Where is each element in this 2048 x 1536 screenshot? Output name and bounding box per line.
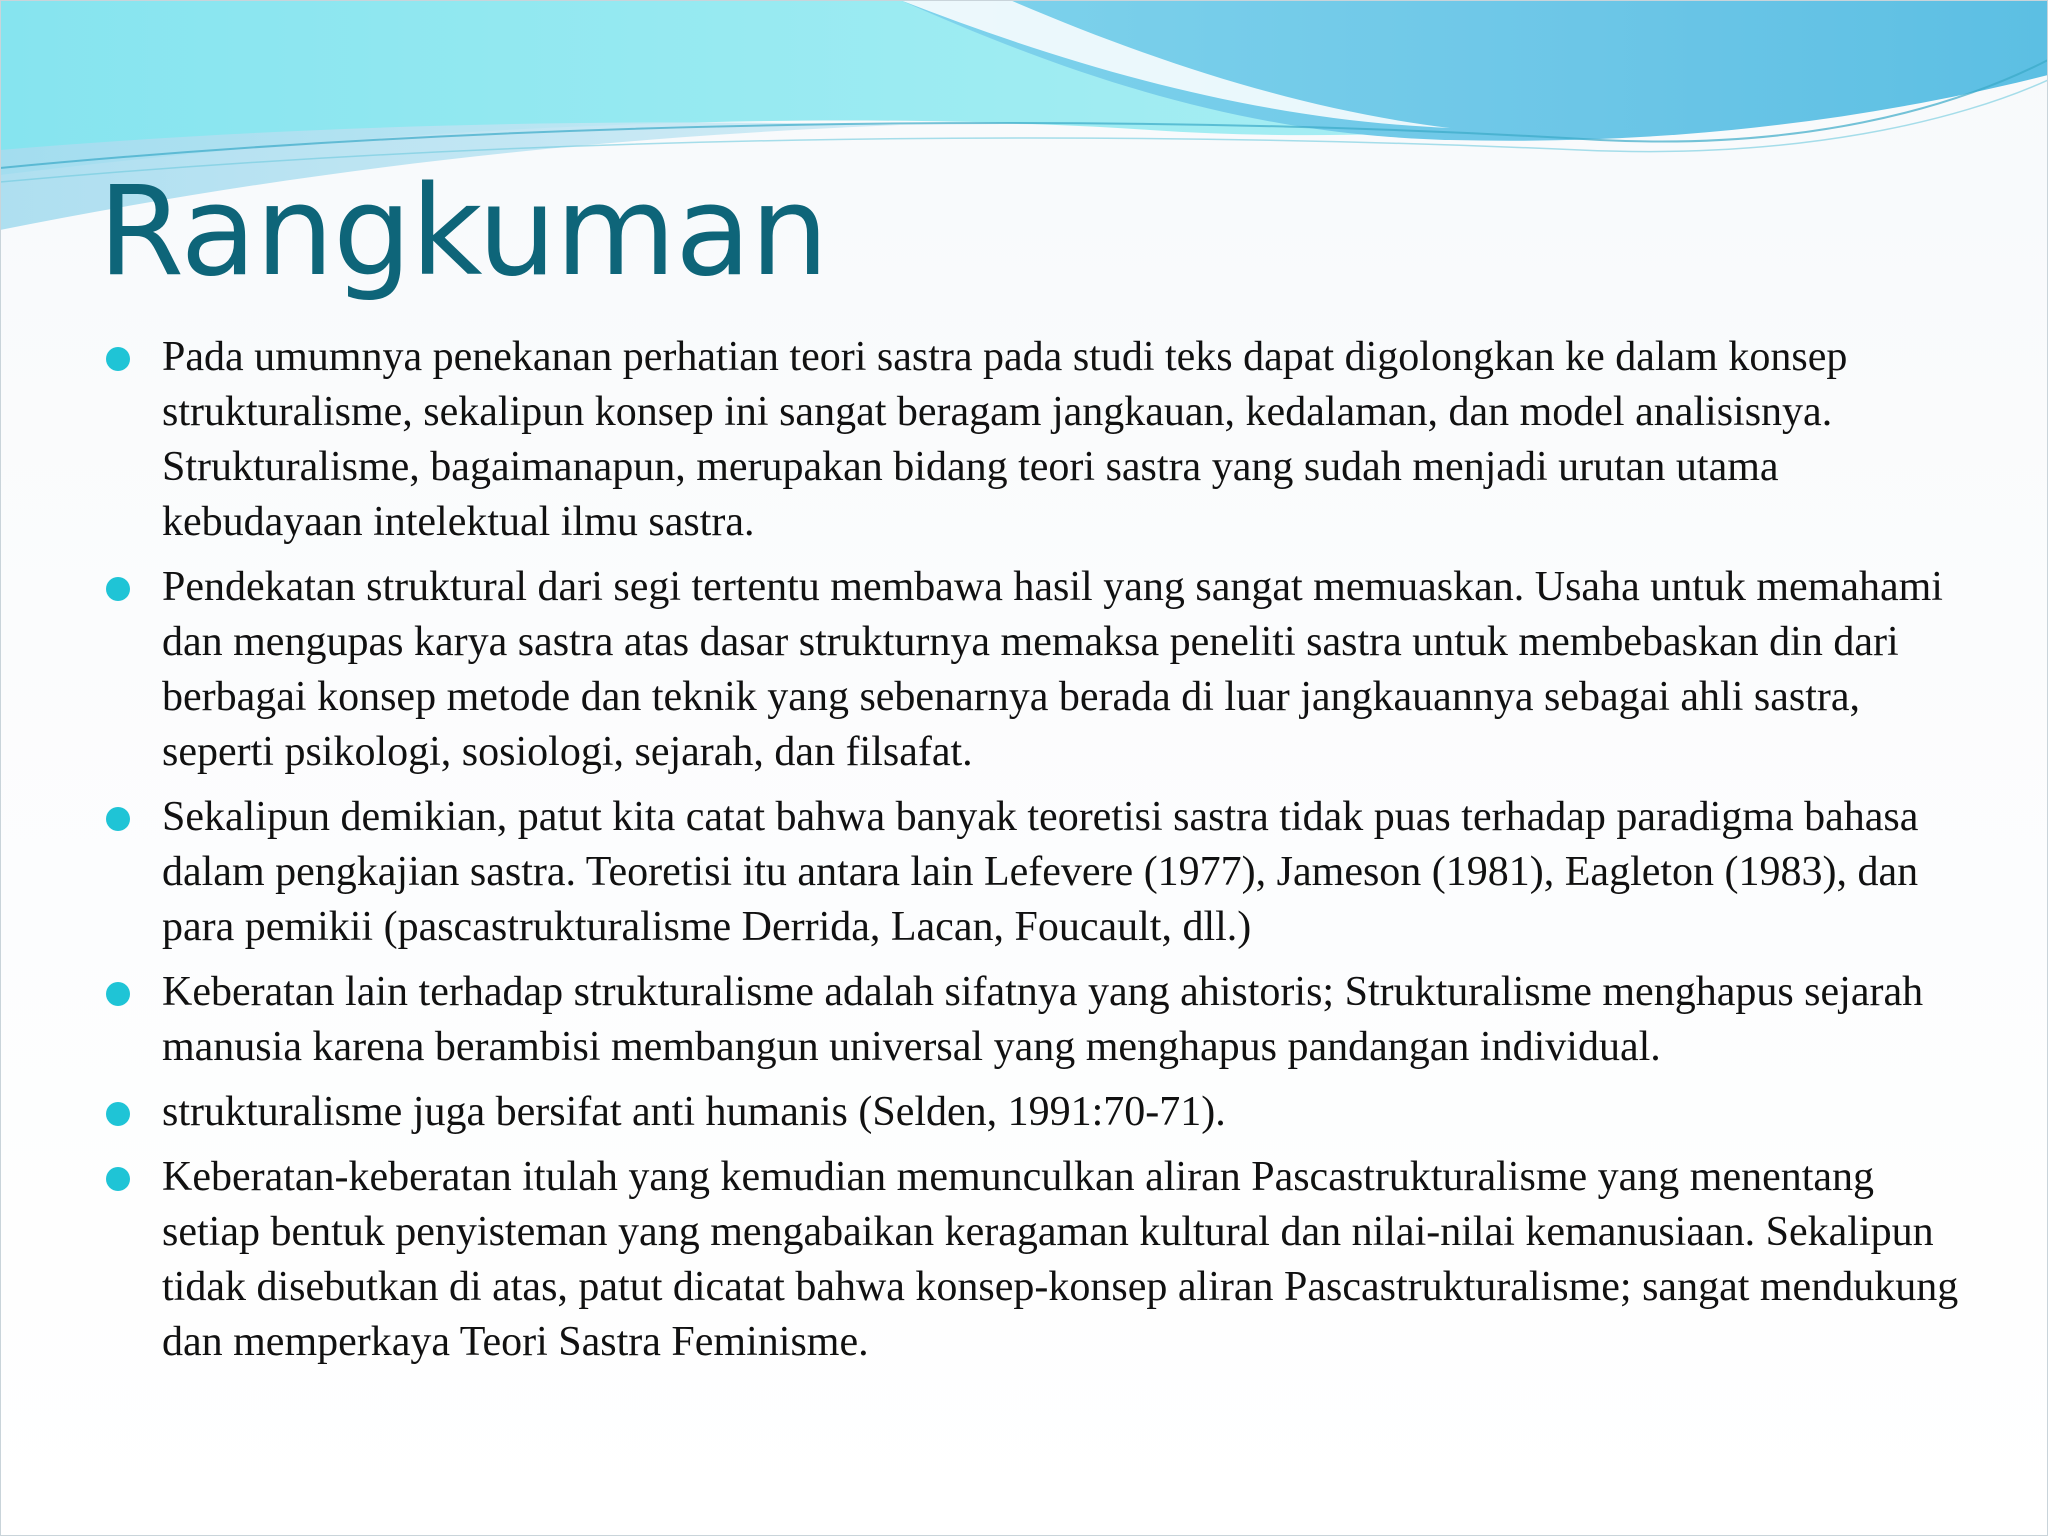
bullet-text: strukturalisme juga bersifat anti humanis (Selden, 1991:70-71). [162,1089,1226,1135]
bullet-list [100,330,1980,1380]
bullet-text: Keberatan-keberatan itulah yang kemudian memunculkan aliran Pascastrukturalisme yang menentang setiap bentuk penyisteman yang mengabaikan keragaman kultural dan nilai-nilai kemanusiaan. Sekalipun tidak disebutkan di atas, patut dicatat bahwa konsep-konsep aliran Pascastrukturalisme; sangat mendukung dan memperkaya Teori Sastra Feminisme. [162,1154,1959,1365]
bullet-dot-icon [106,577,130,601]
list-item [100,1150,1980,1370]
list-item [100,1085,1980,1140]
bullet-dot-icon [106,1167,130,1191]
bullet-dot-icon [106,982,130,1006]
slide-title: Rangkuman [98,160,828,304]
list-item [100,965,1980,1075]
list-item [100,560,1980,780]
bullet-text: Pendekatan struktural dari segi tertentu membawa hasil yang sangat memuaskan. Usaha untuk memahami dan mengupas karya sastra atas dasar strukturnya memaksa peneliti sastra untuk membebaskan din dari berbagai konsep metode dan teknik yang sebenarnya berada di luar jangkauannya sebagai ahli sastra, seperti psikologi, sosiologi, sejarah, dan filsafat. [162,564,1943,775]
bullet-dot-icon [106,347,130,371]
list-item [100,330,1980,550]
bullet-text: Sekalipun demikian, patut kita catat bahwa banyak teoretisi sastra tidak puas terhadap paradigma bahasa dalam pengkajian sastra. Teoretisi itu antara lain Lefevere (1977), Jameson (1981), Eagleton (1983), dan para pemikii (pascastrukturalisme Derrida, Lacan, Foucault, dll.) [162,794,1919,950]
bullet-dot-icon [106,1102,130,1126]
bullet-text: Pada umumnya penekanan perhatian teori sastra pada studi teks dapat digolongkan ke dalam konsep strukturalisme, sekalipun konsep ini sangat beragam jangkauan, kedalaman, dan model analisisnya. Strukturalisme, bagaimanapun, merupakan bidang teori sastra yang sudah menjadi urutan utama kebudayaan intelektual ilmu sastra. [162,334,1848,545]
bullet-text: Keberatan lain terhadap strukturalisme adalah sifatnya yang ahistoris; Strukturalisme menghapus sejarah manusia karena berambisi membangun universal yang menghapus pandangan individual. [162,969,1924,1070]
list-item [100,790,1980,955]
bullet-dot-icon [106,807,130,831]
